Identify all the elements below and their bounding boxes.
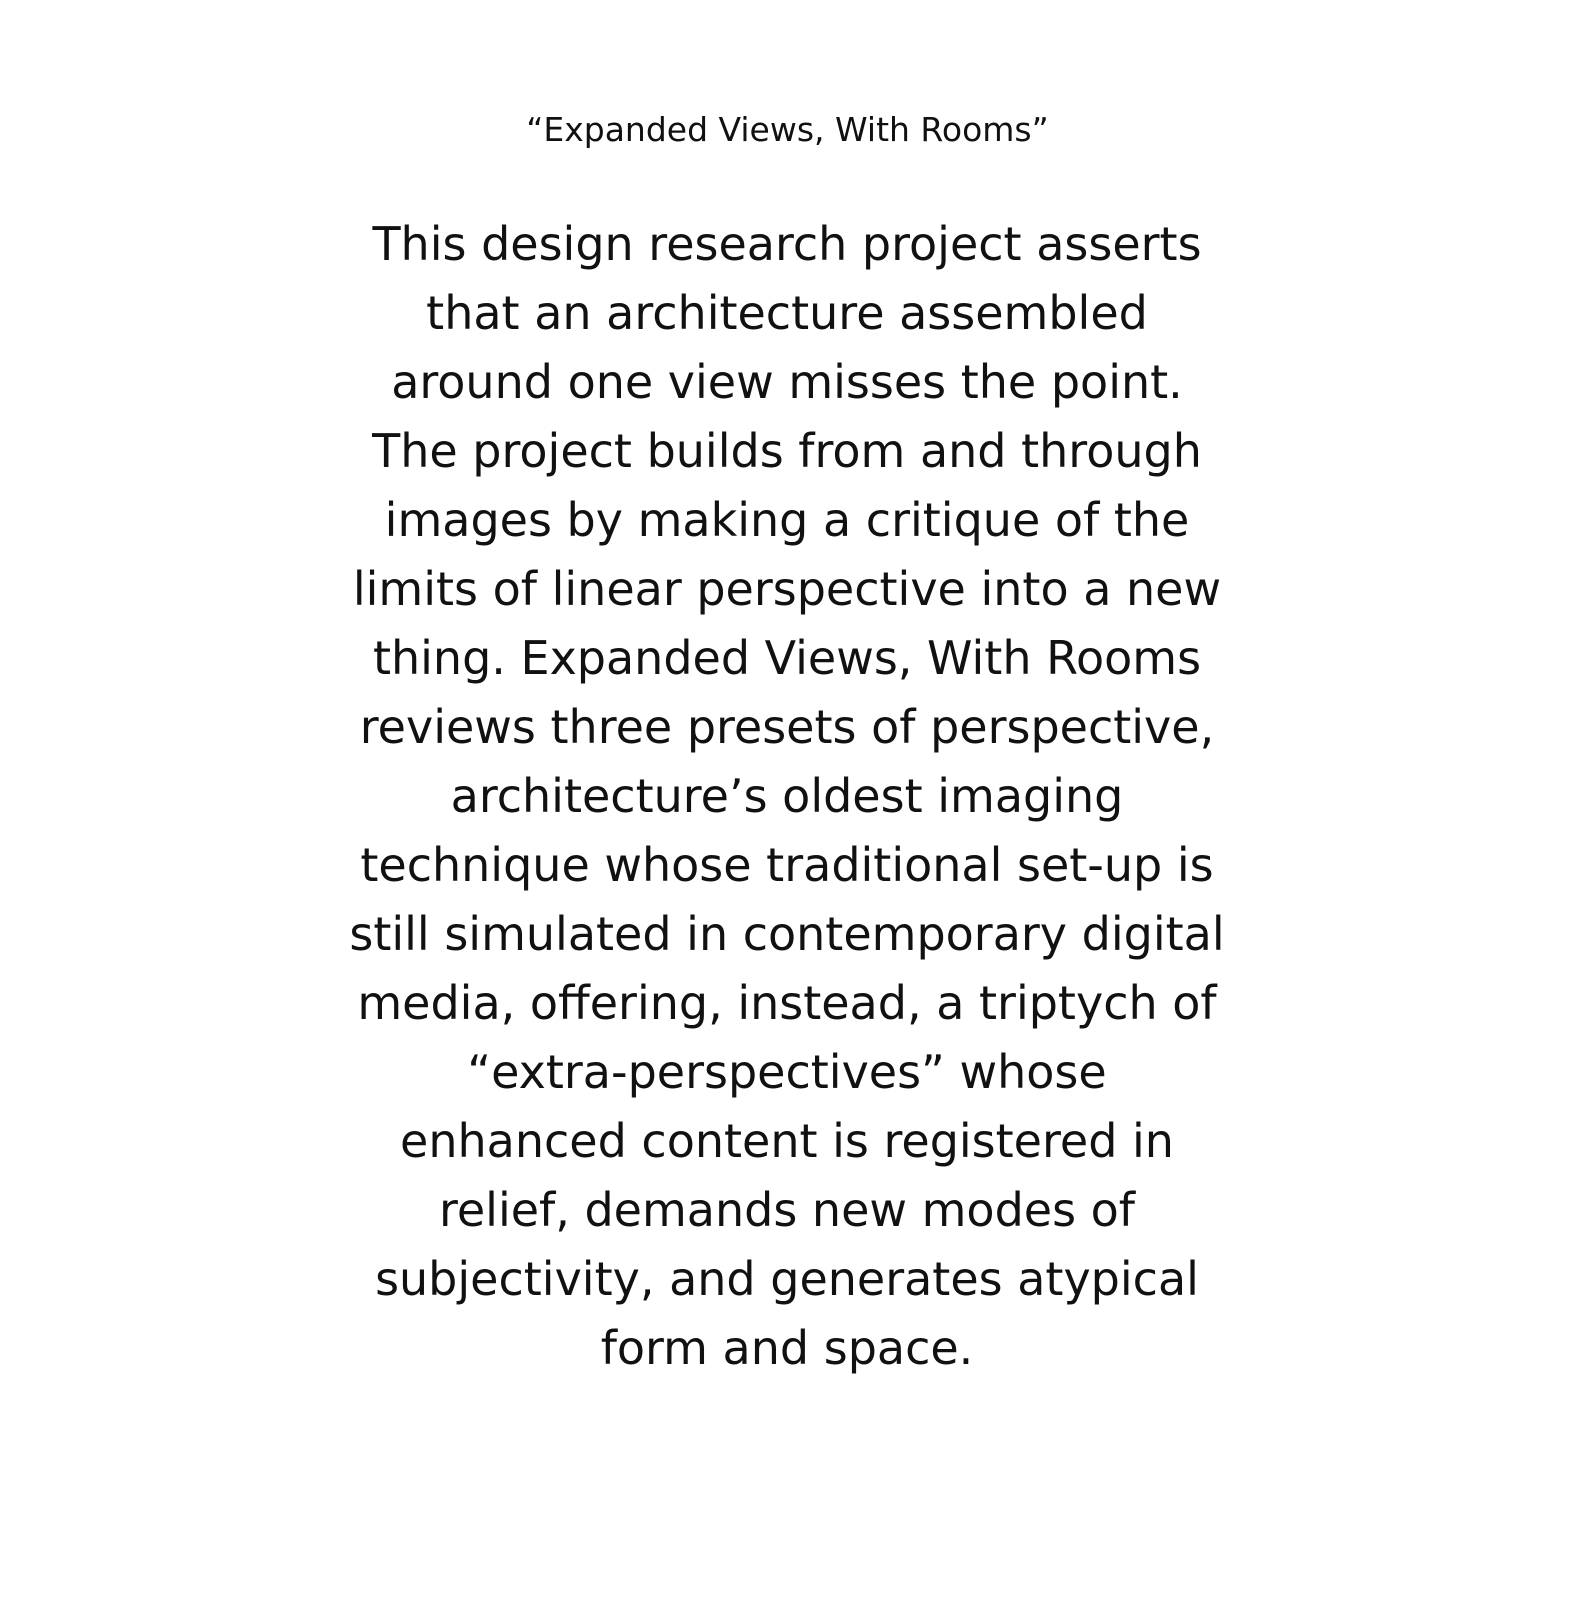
body-line: thing. Expanded Views, With Rooms [372, 631, 1202, 685]
body-line: enhanced content is registered in [400, 1114, 1174, 1168]
body-line: around one view misses the point. [391, 355, 1183, 409]
body-line: This design research project asserts [372, 217, 1202, 271]
body-line: technique whose traditional set-up is [360, 838, 1214, 892]
document-title: “Expanded Views, With Rooms” [526, 110, 1049, 149]
body-line: limits of linear perspective into a new [352, 562, 1222, 616]
body-line: images by making a critique of the [384, 493, 1190, 547]
body-line: still simulated in contemporary digital [349, 907, 1225, 961]
body-paragraph [237, 210, 1337, 1383]
body-line: reviews three presets of perspective, [359, 700, 1215, 754]
body-line: The project builds from and through [372, 424, 1202, 478]
body-line: that an architecture assembled [426, 286, 1148, 340]
body-line: media, offering, instead, a triptych of [357, 976, 1217, 1030]
body-line: “extra-perspectives” whose [467, 1045, 1107, 1099]
body-line: subjectivity, and generates atypical [375, 1252, 1199, 1306]
body-line: architecture’s oldest imaging [450, 769, 1124, 823]
body-line: relief, demands new modes of [438, 1183, 1136, 1237]
body-line: form and space. [600, 1321, 974, 1375]
